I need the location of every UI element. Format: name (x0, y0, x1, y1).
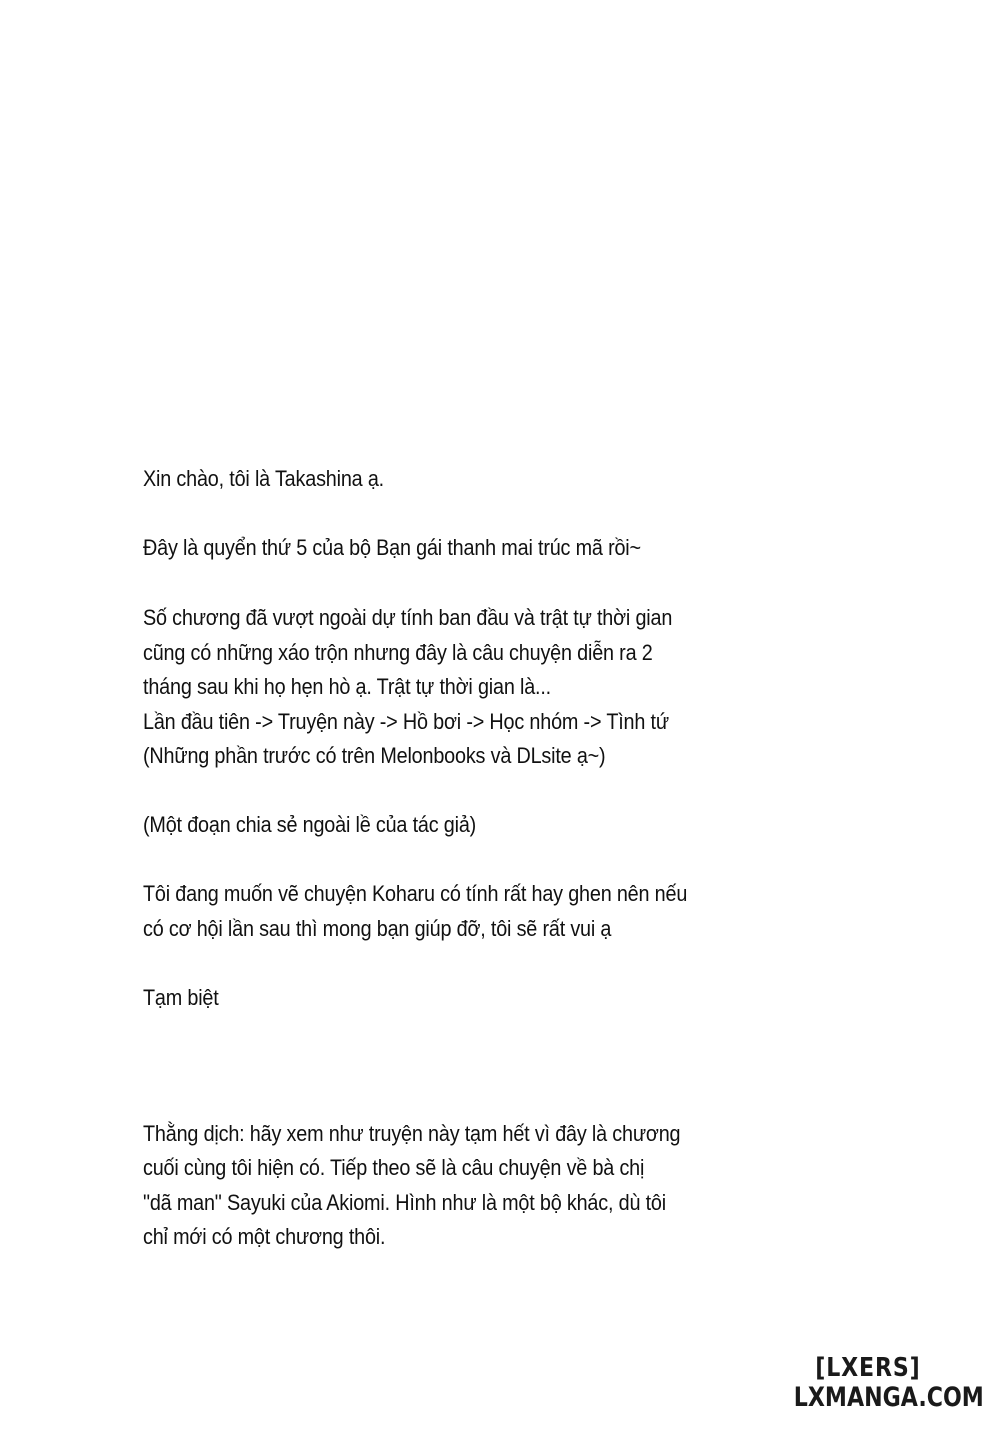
text-line: có cơ hội lần sau thì mong bạn giúp đỡ, tôi sẽ rất vui ạ (143, 915, 612, 941)
text-line: (Những phần trước có trên Melonbooks và DLsite ạ~) (143, 743, 606, 768)
text-line: (Một đoạn chia sẻ ngoài lề của tác giả) (143, 812, 477, 837)
site-watermark (752, 1353, 984, 1413)
text-line: Đây là quyển thứ 5 của bộ Bạn gái thanh mai trúc mã rồi~ (143, 535, 641, 560)
translator-note (143, 1117, 863, 1254)
koharu-paragraph (143, 877, 687, 946)
text-line: Xin chào, tôi là Takashina ạ. (143, 466, 384, 491)
text-line: tháng sau khi họ hẹn hò ạ. Trật tự thời gian là... (143, 674, 552, 699)
watermark-site: LXMANGA.COM (793, 1382, 984, 1413)
text-line: cũng có những xáo trộn nhưng đây là câu chuyện diễn ra 2 (143, 639, 653, 665)
watermark-brand: [LXERS] (815, 1353, 921, 1383)
text-line: Lần đầu tiên -> Truyện này -> Hồ bơi -> Học nhóm -> Tình tứ (143, 708, 669, 734)
text-line: cuối cùng tôi hiện có. Tiếp theo sẽ là câu chuyện về bà chị (143, 1155, 645, 1181)
text-line: Số chương đã vượt ngoài dự tính ban đầu và trật tự thời gian (143, 605, 673, 630)
text-line: "dã man" Sayuki của Akiomi. Hình như là một bộ khác, dù tôi (143, 1189, 666, 1215)
goodbye-text (143, 981, 219, 1016)
aside-text (143, 808, 476, 843)
text-line: Tạm biệt (143, 985, 219, 1010)
text-line: Tôi đang muốn vẽ chuyện Koharu có tính rất hay ghen nên nếu (143, 881, 688, 906)
chapter-order-paragraph (143, 601, 672, 774)
text-line: chỉ mới có một chương thôi. (143, 1223, 386, 1249)
translator-paragraph (143, 1117, 791, 1254)
greeting-text (143, 462, 384, 497)
volume-text (143, 531, 641, 566)
text-line: Thằng dịch: hãy xem như truyện này tạm hết vì đây là chương (143, 1121, 681, 1146)
